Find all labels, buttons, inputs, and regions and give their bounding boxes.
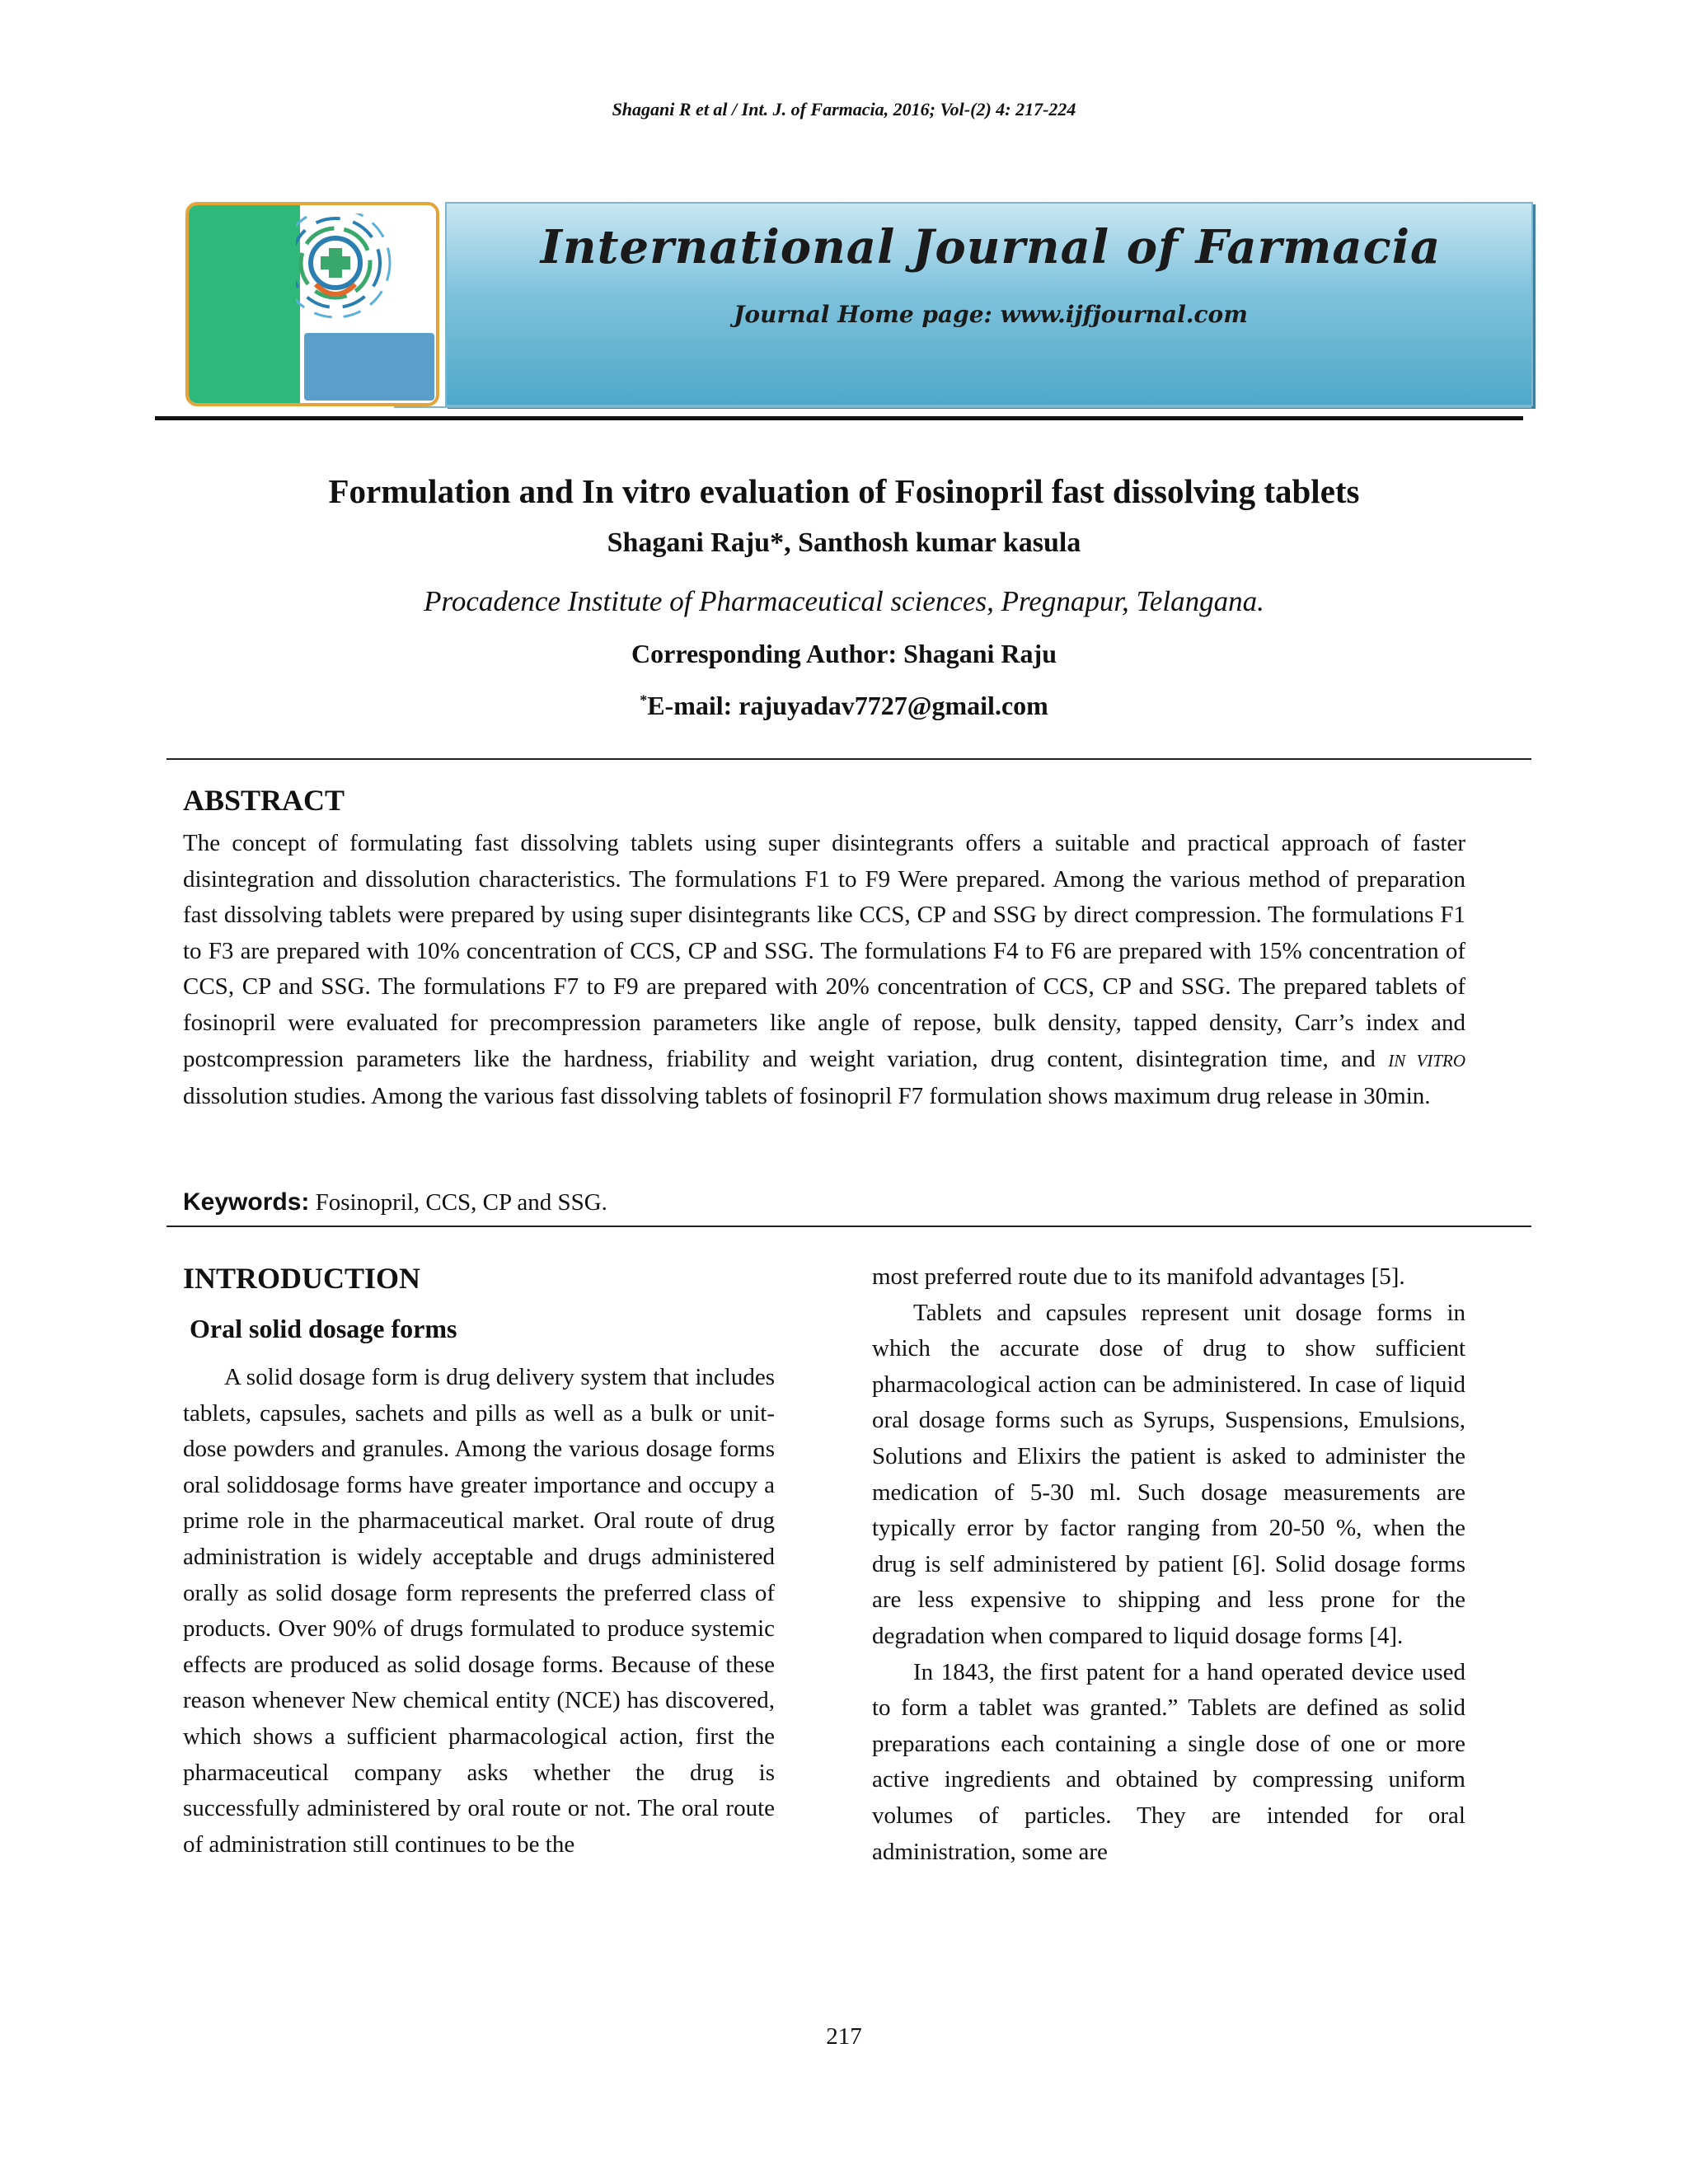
author-list: Shagani Raju*, Santhosh kumar kasula [607, 527, 1081, 558]
keywords-label: Keywords: [183, 1188, 310, 1216]
paper-title: Formulation and In vitro evaluation of Fosinopril fast dissolving tablets [328, 472, 1360, 510]
banner-underline [394, 406, 1531, 408]
abstract-text-part1: The concept of formulating fast dissolving tablets using super disintegrants offers a suitable and practical approach of faster disintegration and dissolution characteristics. The formulations F1 to F9 Were prepared. Among the various method of preparation fast dissolving tablets were prepared by using super disintegrants like CCS, CP and SSG by direct compression. The formulations F1 to F3 are prepared with 10% concentration of CCS, CP and SSG. The formulations F4 to F6 are prepared with 15% concentration of CCS, CP and SSG. The formulations F7 to F9 are prepared with 20% concentration of CCS, CP and SSG. The prepared tablets of fosinopril were evaluated for precompression parameters like angle of repose, bulk density, tapped density, Carr’s index and postcompression parameters like the hardness, friability and weight variation, drug content, disintegration time, and [183, 830, 1465, 1072]
intro-paragraph-2: Tablets and capsules represent unit dosage forms in which the accurate dose of drug to show sufficient pharmacological action can be administered. In case of liquid oral dosage forms such as Syrups, Suspensions, Emulsions, Solutions and Elixirs the patient is asked to administer the medication of 5-30 ml. Such dosage measurements are typically error by factor ranging from 20-50 %, when the drug is self administered by patient [6]. Solid dosage forms are less expensive to shipping and less prone for the degradation when compared to liquid dosage forms [4]. [872, 1299, 1465, 1649]
left-column [183, 1360, 775, 1863]
affiliation: Procadence Institute of Pharmaceutical sciences, Pregnapur, Telangana. [424, 585, 1264, 617]
email-marker: * [640, 691, 648, 709]
journal-logo [185, 202, 439, 406]
abstract-in-vitro: IN VITRO [1388, 1050, 1465, 1071]
corresponding-author: Corresponding Author: Shagani Raju [631, 639, 1057, 668]
page-number: 217 [826, 2023, 862, 2050]
logo-blue-panel [304, 333, 434, 401]
journal-home-page: Journal Home page: www.ijfjournal.com [734, 301, 1248, 328]
journal-title: International Journal of Farmacia [540, 220, 1442, 274]
intro-paragraph-3: In 1843, the first patent for a hand operated device used to form a tablet was granted.” Tablets are defined as solid preparations each containing a single dose of one or more active ingredients and obtained by compressing uniform volumes of particles. They are intended for oral administration, some are [872, 1658, 1465, 1865]
abstract-top-rule [166, 758, 1531, 760]
medical-cross-icon [296, 213, 436, 329]
abstract-heading: ABSTRACT [183, 784, 345, 817]
journal-banner [445, 202, 1533, 406]
section-subheading: Oral solid dosage forms [190, 1314, 457, 1343]
intro-paragraph-continued: most preferred route due to its manifold advantages [5]. [872, 1263, 1405, 1290]
email-address: E-mail: rajuyadav7727@gmail.com [647, 691, 1048, 720]
introduction-heading: INTRODUCTION [183, 1262, 421, 1295]
email-line [0, 691, 1688, 721]
running-head: Shagani R et al / Int. J. of Farmacia, 2016; Vol-(2) 4: 217-224 [612, 99, 1076, 120]
logo-green-panel [189, 205, 300, 403]
header-divider [155, 416, 1523, 420]
abstract-text-part2: dissolution studies. Among the various fast dissolving tablets of fosinopril F7 formulation shows maximum drug release in 30min. [183, 1083, 1431, 1110]
abstract-text [183, 826, 1465, 1115]
abstract-bottom-rule [166, 1226, 1531, 1227]
right-column [872, 1259, 1465, 1870]
intro-paragraph-1: A solid dosage form is drug delivery system that includes tablets, capsules, sachets and pills as well as a bulk or unit-dose powders and granules. Among the various dosage forms oral soliddosage forms have greater importance and occupy a prime role in the pharmaceutical market. Oral route of drug administration is widely acceptable and drugs administered orally as solid dosage form represents the preferred class of products. Over 90% of drugs formulated to produce systemic effects are produced as solid dosage forms. Because of these reason whenever New chemical entity (NCE) has discovered, which shows a sufficient pharmacological action, first the pharmaceutical company asks whether the drug is successfully administered by oral route or not. The oral route of administration still continues to be the [183, 1364, 775, 1858]
keywords [183, 1188, 607, 1216]
keywords-list: Fosinopril, CCS, CP and SSG. [309, 1189, 607, 1216]
